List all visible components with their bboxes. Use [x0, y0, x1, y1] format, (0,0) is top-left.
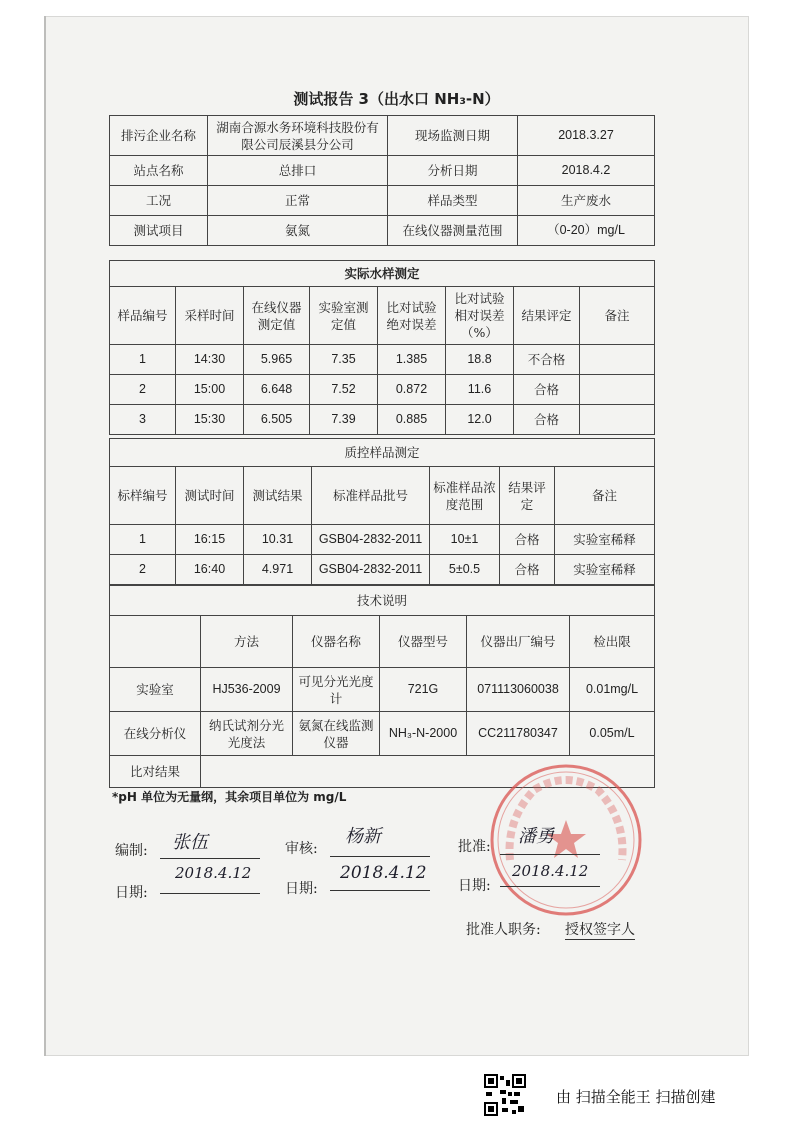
cell: 12.0 — [446, 405, 514, 435]
cell: 合格 — [514, 375, 580, 405]
edit-date-line — [160, 893, 260, 894]
station-value: 总排口 — [208, 156, 388, 186]
cell: NH₃-N-2000 — [380, 712, 467, 756]
qc-header-cell: 测试时间 — [176, 467, 244, 525]
qc-section-title: 质控样品测定 — [110, 439, 655, 467]
analysis-date-label: 分析日期 — [388, 156, 518, 186]
approve-date-line — [500, 886, 600, 887]
qc-header-cell: 标准样品批号 — [312, 467, 430, 525]
cell: 721G — [380, 668, 467, 712]
cell: 在线分析仪 — [110, 712, 201, 756]
sample-type-value: 生产废水 — [518, 186, 655, 216]
cell: 15:00 — [176, 375, 244, 405]
tech-header-cell: 检出限 — [570, 616, 655, 668]
edit-label: 编制: — [115, 843, 148, 859]
approve-label: 批准: — [458, 839, 491, 855]
edit-signature-line — [160, 858, 260, 859]
water-header-cell: 比对试验绝对误差 — [378, 287, 446, 345]
cell: 10.31 — [244, 525, 312, 555]
cell: 实验室稀释 — [555, 555, 655, 585]
water-header-cell: 采样时间 — [176, 287, 244, 345]
approve-date-label: 日期: — [458, 878, 491, 894]
edit-date-label: 日期: — [115, 885, 148, 901]
item-value: 氨氮 — [208, 216, 388, 246]
site-date-value: 2018.3.27 — [518, 116, 655, 156]
cell: 1 — [110, 345, 176, 375]
tech-header-cell: 仪器出厂编号 — [467, 616, 570, 668]
qc-header-cell: 标准样品浓度范围 — [430, 467, 500, 525]
cell: 0.872 — [378, 375, 446, 405]
table-row — [110, 668, 655, 712]
cell — [580, 345, 655, 375]
cell: 可见分光光度计 — [293, 668, 380, 712]
qc-header-cell: 备注 — [555, 467, 655, 525]
cell: 0.885 — [378, 405, 446, 435]
cell: 6.505 — [244, 405, 310, 435]
qc-sample-table — [109, 438, 655, 585]
table-row — [110, 525, 655, 555]
cell: CC211780347 — [467, 712, 570, 756]
cell — [580, 405, 655, 435]
station-label: 站点名称 — [110, 156, 208, 186]
review-date: 2018.4.12 — [340, 863, 427, 883]
cell: 0.05m/L — [570, 712, 655, 756]
cell: GSB04-2832-2011 — [312, 525, 430, 555]
cell: 5.965 — [244, 345, 310, 375]
cell: 0.01mg/L — [570, 668, 655, 712]
site-date-label: 现场监测日期 — [388, 116, 518, 156]
cell: HJ536-2009 — [201, 668, 293, 712]
cell: 实验室 — [110, 668, 201, 712]
cell: 合格 — [500, 525, 555, 555]
cell: 14:30 — [176, 345, 244, 375]
condition-label: 工况 — [110, 186, 208, 216]
cell: 7.39 — [310, 405, 378, 435]
tech-header-cell — [110, 616, 201, 668]
cell: GSB04-2832-2011 — [312, 555, 430, 585]
item-label: 测试项目 — [110, 216, 208, 246]
analysis-date-value: 2018.4.2 — [518, 156, 655, 186]
cell: 3 — [110, 405, 176, 435]
footnote: *pH 单位为无量纲，其余项目单位为 mg/L — [112, 790, 347, 804]
cell: 2 — [110, 555, 176, 585]
tech-section-title: 技术说明 — [110, 586, 655, 616]
cell — [580, 375, 655, 405]
water-header-cell: 备注 — [580, 287, 655, 345]
cell: 10±1 — [430, 525, 500, 555]
qc-header-cell: 标样编号 — [110, 467, 176, 525]
report-title: 测试报告 3（出水口 NH₃-N） — [293, 90, 500, 108]
range-value: （0-20）mg/L — [518, 216, 655, 246]
cell: 合格 — [514, 405, 580, 435]
sample-type-label: 样品类型 — [388, 186, 518, 216]
edit-date: 2018.4.12 — [175, 864, 252, 882]
table-row — [110, 345, 655, 375]
qr-code-icon — [484, 1074, 526, 1116]
cell: 2 — [110, 375, 176, 405]
tech-header-cell: 仪器名称 — [293, 616, 380, 668]
cell: 071113060038 — [467, 668, 570, 712]
water-header-cell: 比对试验相对误差（%） — [446, 287, 514, 345]
water-section-title: 实际水样测定 — [110, 261, 655, 287]
page-edge-shadow — [44, 16, 46, 1056]
table-row — [110, 405, 655, 435]
cell: 4.971 — [244, 555, 312, 585]
condition-value: 正常 — [208, 186, 388, 216]
table-row — [110, 712, 655, 756]
qc-header-cell: 结果评定 — [500, 467, 555, 525]
cell: 1.385 — [378, 345, 446, 375]
cell: 6.648 — [244, 375, 310, 405]
approve-signature: 潘勇 — [518, 826, 554, 847]
water-sample-table — [109, 260, 655, 435]
cell: 实验室稀释 — [555, 525, 655, 555]
approver-role-value: 授权签字人 — [565, 919, 635, 940]
info-table — [109, 115, 655, 246]
cell: 18.8 — [446, 345, 514, 375]
cell: 合格 — [500, 555, 555, 585]
cell: 7.52 — [310, 375, 378, 405]
approver-role-label: 批准人职务: — [466, 922, 541, 938]
cell: 纳氏试剂分光光度法 — [201, 712, 293, 756]
tech-table — [109, 585, 655, 788]
review-date-line — [330, 890, 430, 891]
review-signature: 杨新 — [345, 826, 381, 847]
tech-header-cell: 仪器型号 — [380, 616, 467, 668]
review-signature-line — [330, 856, 430, 857]
cell: 1 — [110, 525, 176, 555]
review-label: 审核: — [285, 841, 318, 857]
cell: 氨氮在线监测仪器 — [293, 712, 380, 756]
edit-signature: 张伍 — [172, 832, 208, 853]
range-label: 在线仪器测量范围 — [388, 216, 518, 246]
tech-header-cell: 方法 — [201, 616, 293, 668]
cell: 16:15 — [176, 525, 244, 555]
cell: 7.35 — [310, 345, 378, 375]
company-label: 排污企业名称 — [110, 116, 208, 156]
review-date-label: 日期: — [285, 881, 318, 897]
company-value: 湖南合源水务环境科技股份有限公司辰溪县分公司 — [208, 116, 388, 156]
approve-signature-line — [500, 854, 600, 855]
approve-date: 2018.4.12 — [512, 862, 589, 880]
cell: 11.6 — [446, 375, 514, 405]
cell: 15:30 — [176, 405, 244, 435]
table-row — [110, 555, 655, 585]
footer-watermark-text: 由 扫描全能王 扫描创建 — [556, 1088, 716, 1106]
cell: 16:40 — [176, 555, 244, 585]
table-row — [110, 375, 655, 405]
cell: 不合格 — [514, 345, 580, 375]
official-seal-stamp — [486, 760, 646, 920]
water-header-cell: 在线仪器测定值 — [244, 287, 310, 345]
cell: 5±0.5 — [430, 555, 500, 585]
water-header-cell: 样品编号 — [110, 287, 176, 345]
cell: 比对结果 — [110, 756, 201, 788]
water-header-cell: 结果评定 — [514, 287, 580, 345]
qc-header-cell: 测试结果 — [244, 467, 312, 525]
water-header-cell: 实验室测定值 — [310, 287, 378, 345]
